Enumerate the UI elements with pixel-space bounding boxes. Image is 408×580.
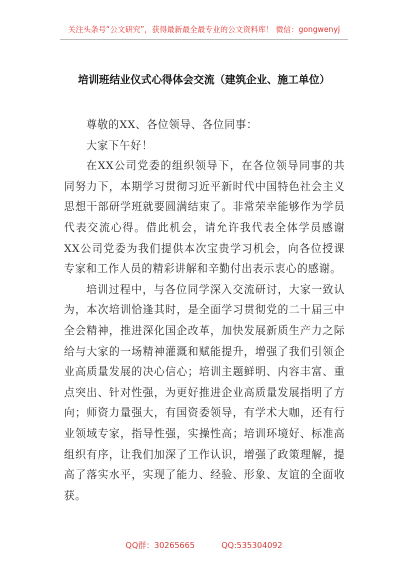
header-divider <box>60 39 348 40</box>
document-title: 培训班结业仪式心得体会交流（建筑企业、施工单位） <box>78 74 330 86</box>
greeting: 大家下午好！ <box>86 139 153 152</box>
body-paragraph: 培训过程中，与各位同学深入交流研讨，大家一致认为，本次培训恰逢其时，是全面学习贯彻党的二十届三中全会精神，推进深化国企改革，加快发展新质生产力之际给与大家的一场精神灌溉和赋能提升，增强了我们引领企业高质量发展的决心信心；培训主题鲜明、内容丰富、重点突出、针对性强，为更好推进企业高质量发展指明了方向；师资力量强大，有国资委领导，有学术大咖，还有行业领域专家，指导性强，实操性高；培训环境好、标准高组织有序，让我们加深了工作认识，增强了政策理解，提高了落实水平，实现了能力、经验、形象、友谊的全面收获。 <box>64 283 345 502</box>
footer-qq-number: QQ:535304092 <box>221 541 283 550</box>
footer-qq-group: QQ群：30265665 <box>125 541 195 550</box>
document-body <box>64 115 345 506</box>
salutation: 尊敬的XX、各位领导、各位同事： <box>86 119 258 131</box>
header-banner: 关注头条号“公文研究”，获得最新最全最专业的公文资料库！ 微信：gongwenyj <box>68 25 340 34</box>
footer-contact <box>0 540 408 551</box>
body-paragraph: 在XX公司党委的组织领导下，在各位领导同事的共同努力下，本期学习贯彻习近平新时代中国特色社会主义思想干部研学班就要圆满结束了。非常荣幸能够作为学员代表交流心得。借此机会，请允许我代表全体学员感谢XX公司党委为我们提供本次宝贵学习机会，向各位授课专家和工作人员的精彩讲解和辛勤付出表示衷心的感谢。 <box>64 160 345 276</box>
